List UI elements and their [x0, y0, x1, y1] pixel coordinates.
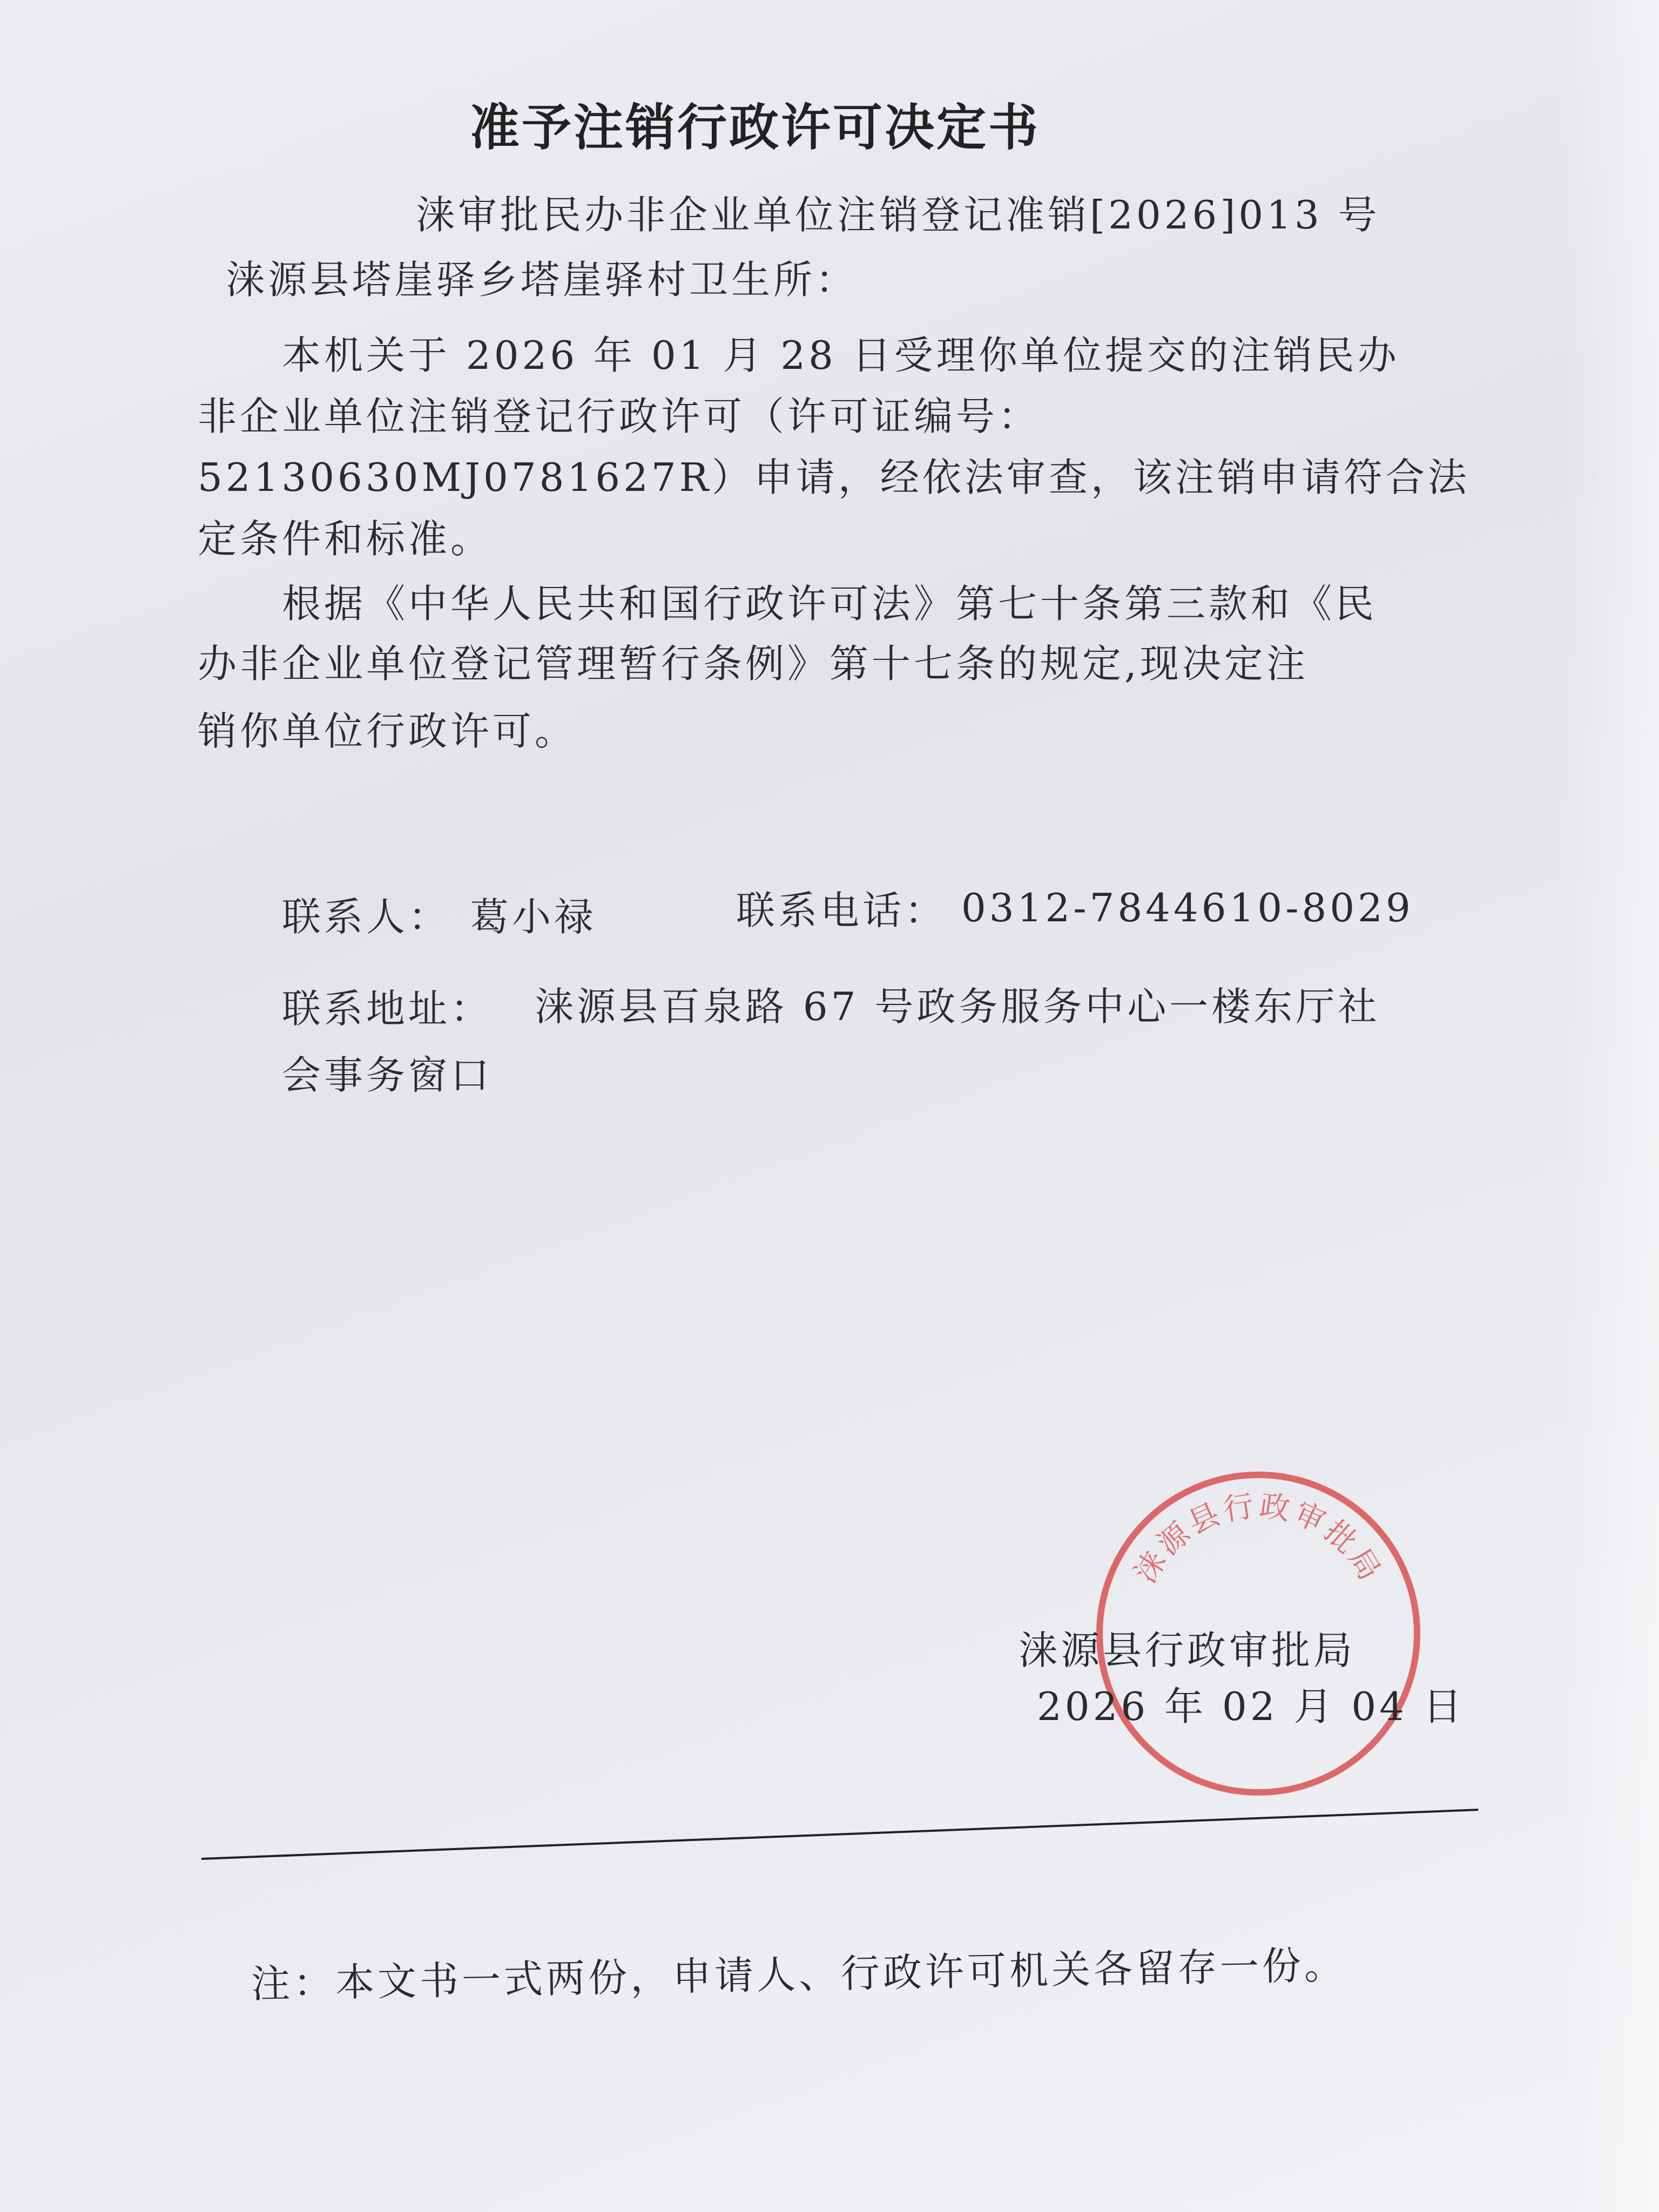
paragraph1-line: 定条件和标准。	[198, 516, 493, 562]
contact-phone: 0312-7844610-8029	[961, 885, 1414, 930]
document-number: 涞审批民办非企业单位注销登记准销[2026]013 号	[416, 192, 1380, 238]
page-shadow	[1562, 0, 1659, 2212]
footnote: 注：本文书一式两份，申请人、行政许可机关各留存一份。	[251, 1942, 1347, 2007]
contact-phone-label: 联系电话：	[736, 888, 947, 933]
contact-person-label: 联系人：	[282, 894, 451, 940]
divider-line	[201, 1809, 1478, 1860]
paragraph2-line: 办非企业单位登记管理暂行条例》第十七条的规定,现决定注	[198, 641, 1309, 686]
contact-address-label: 联系地址：	[282, 986, 493, 1031]
paragraph2-line: 根据《中华人民共和国行政许可法》第七十条第三款和《民	[282, 581, 1378, 626]
contact-person: 葛小禄	[470, 894, 597, 940]
paragraph2-line: 销你单位行政许可。	[198, 709, 577, 754]
contact-address: 涞源县百泉路 67 号政务服务中心一楼东厅社	[535, 984, 1380, 1029]
seal-text: 涞源县行政审批局	[1128, 1488, 1389, 1589]
paragraph1-line: 52130630MJ0781627R）申请，经依法审查，该注销申请符合法	[198, 455, 1470, 500]
addressee: 涞源县塔崖驿乡塔崖驿村卫生所：	[226, 257, 858, 302]
document-title: 准予注销行政许可决定书	[470, 98, 1041, 157]
paragraph1-line: 非企业单位注销登记行政许可（许可证编号：	[198, 394, 1041, 439]
paragraph1-line: 本机关于 2026 年 01 月 28 日受理你单位提交的注销民办	[282, 333, 1400, 378]
issuer-name: 涞源县行政审批局	[1019, 1628, 1356, 1673]
issue-date: 2026 年 02 月 04 日	[1037, 1684, 1465, 1729]
contact-address-cont: 会事务窗口	[282, 1053, 493, 1098]
svg-text:涞源县行政审批局	[1128, 1488, 1388, 1589]
